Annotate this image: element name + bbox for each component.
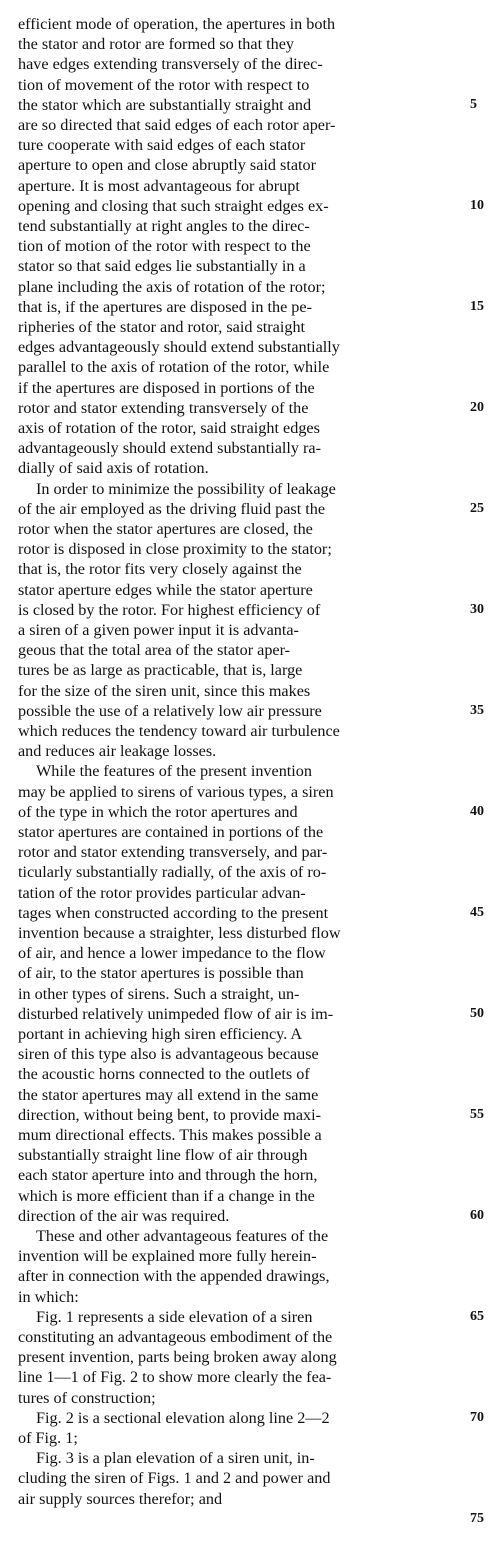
text-line: tion of movement of the rotor with respect to — [18, 75, 310, 94]
text-line: air supply sources therefor; and — [18, 1489, 223, 1508]
text-line: tend substantially at right angles to the direc- — [18, 217, 310, 235]
text-line: disturbed relatively unimpeded flow of air is im- — [18, 1004, 334, 1023]
text-line: portant in achieving high siren efficiency. A — [18, 1025, 303, 1043]
margin-line-number: 15 — [470, 298, 484, 314]
text-line: of Fig. 1; — [18, 1429, 78, 1447]
margin-line-number: 10 — [470, 197, 484, 213]
text-line: Fig. 2 is a sectional elevation along line 2—2 — [36, 1408, 330, 1427]
margin-line-number: 70 — [470, 1409, 484, 1425]
text-line: mum directional effects. This makes possible a — [18, 1126, 322, 1144]
text-line: substantially straight line flow of air through — [18, 1146, 308, 1165]
margin-line-number: 20 — [470, 399, 484, 415]
text-line: line 1—1 of Fig. 2 to show more clearly the fea- — [18, 1368, 332, 1387]
text-line: advantageously should extend substantially ra- — [18, 439, 321, 458]
text-line: invention because a straighter, less disturbed flow — [18, 924, 341, 942]
margin-line-number: 30 — [470, 601, 484, 617]
text-line: rotor and stator extending transversely, and par- — [18, 843, 328, 862]
text-line: of the air employed as the driving fluid past the — [18, 499, 326, 518]
text-line: In order to minimize the possibility of leakage — [36, 479, 336, 498]
text-line: the stator apertures may all extend in the same — [18, 1085, 319, 1104]
text-line: edges advantageously should extend substantially — [18, 338, 340, 357]
text-line: rotor and stator extending transversely of the — [18, 398, 309, 417]
text-line: aperture to open and close abruptly said stator — [18, 156, 317, 175]
text-line: ripheries of the stator and rotor, said straight — [18, 318, 306, 336]
text-line: each stator aperture into and through the horn, — [18, 1166, 318, 1185]
text-line: cluding the siren of Figs. 1 and 2 and power and — [18, 1469, 331, 1488]
margin-line-number: 5 — [470, 96, 477, 112]
margin-line-number: 60 — [470, 1207, 484, 1223]
text-line: possible the use of a relatively low air pressure — [18, 701, 322, 720]
text-line: geous that the total area of the stator aper- — [18, 641, 291, 660]
margin-line-number: 25 — [470, 500, 484, 516]
text-line: Fig. 1 represents a side elevation of a siren — [36, 1307, 313, 1326]
text-line: tures of construction; — [18, 1388, 156, 1407]
text-line: the stator and rotor are formed so that they — [18, 35, 294, 54]
text-line: present invention, parts being broken away along — [18, 1348, 337, 1367]
text-line: for the size of the siren unit, since this makes — [18, 681, 311, 700]
text-line: of air, and hence a lower impedance to the flow — [18, 944, 326, 963]
text-line: siren of this type also is advantageous because — [18, 1045, 319, 1064]
margin-line-number: 65 — [470, 1308, 484, 1324]
text-line: that is, if the apertures are disposed in the pe- — [18, 297, 312, 316]
text-line: Fig. 3 is a plan elevation of a siren unit, in- — [36, 1449, 315, 1468]
text-line: have edges extending transversely of the direc- — [18, 55, 323, 74]
text-line: and reduces air leakage losses. — [18, 742, 217, 761]
margin-line-number: 75 — [470, 1510, 484, 1526]
text-line: may be applied to sirens of various types, a siren — [18, 782, 334, 801]
text-line: invention will be explained more fully herein- — [18, 1247, 317, 1266]
text-line: tages when constructed according to the present — [18, 903, 329, 922]
margin-line-number: 35 — [470, 702, 484, 718]
text-line: are so directed that said edges of each rotor aper- — [18, 116, 336, 134]
text-line: after in connection with the appended drawings, — [18, 1267, 330, 1286]
text-line: is closed by the rotor. For highest efficiency of — [18, 600, 321, 619]
text-line: efficient mode of operation, the apertures in both — [18, 15, 336, 33]
text-line: These and other advantageous features of the — [36, 1227, 329, 1245]
text-line: axis of rotation of the rotor, said straight edges — [18, 419, 320, 437]
text-line: rotor when the stator apertures are closed, the — [18, 520, 313, 538]
text-line: in which: — [18, 1287, 79, 1306]
text-line: tation of the rotor provides particular advan- — [18, 883, 306, 902]
text-line: ticularly substantially radially, of the axis of ro- — [18, 863, 327, 882]
text-line: the stator which are substantially straight and — [18, 95, 312, 114]
margin-line-number: 55 — [470, 1106, 484, 1122]
text-line: in other types of sirens. Such a straight, un- — [18, 984, 300, 1003]
text-line: dially of said axis of rotation. — [18, 459, 209, 478]
text-line: plane including the axis of rotation of the rotor; — [18, 277, 326, 296]
margin-line-number: 40 — [470, 803, 484, 819]
text-line: opening and closing that such straight edges ex- — [18, 196, 329, 215]
text-line: a siren of a given power input it is advanta- — [18, 621, 299, 639]
text-line: stator so that said edges lie substantially in a — [18, 257, 306, 276]
text-line: of the type in which the rotor apertures and — [18, 802, 298, 821]
text-line: aperture. It is most advantageous for abrupt — [18, 176, 300, 195]
text-line: the acoustic horns connected to the outlets of — [18, 1065, 310, 1084]
text-line: While the features of the present invention — [36, 762, 312, 781]
text-line: parallel to the axis of rotation of the rotor, while — [18, 358, 330, 377]
text-line: direction, without being bent, to provide maxi- — [18, 1105, 322, 1124]
text-line: which reduces the tendency toward air turbulence — [18, 722, 340, 740]
text-line: constituting an advantageous embodiment of the — [18, 1328, 333, 1346]
text-line: which is more efficient than if a change in the — [18, 1186, 315, 1205]
text-line: stator apertures are contained in portions of the — [18, 823, 324, 841]
text-line: of air, to the stator apertures is possible than — [18, 964, 304, 983]
text-line: if the apertures are disposed in portions of the — [18, 378, 315, 397]
text-line: direction of the air was required. — [18, 1206, 230, 1225]
text-line: that is, the rotor fits very closely against the — [18, 560, 302, 579]
margin-line-number: 45 — [470, 904, 484, 920]
text-line: stator aperture edges while the stator aperture — [18, 580, 313, 599]
text-line: tures be as large as practicable, that is, large — [18, 661, 303, 680]
margin-line-number: 50 — [470, 1005, 484, 1021]
text-line: tion of motion of the rotor with respect to the — [18, 237, 311, 256]
text-line: rotor is disposed in close proximity to the stator; — [18, 540, 332, 559]
text-line: ture cooperate with said edges of each stator — [18, 136, 306, 155]
